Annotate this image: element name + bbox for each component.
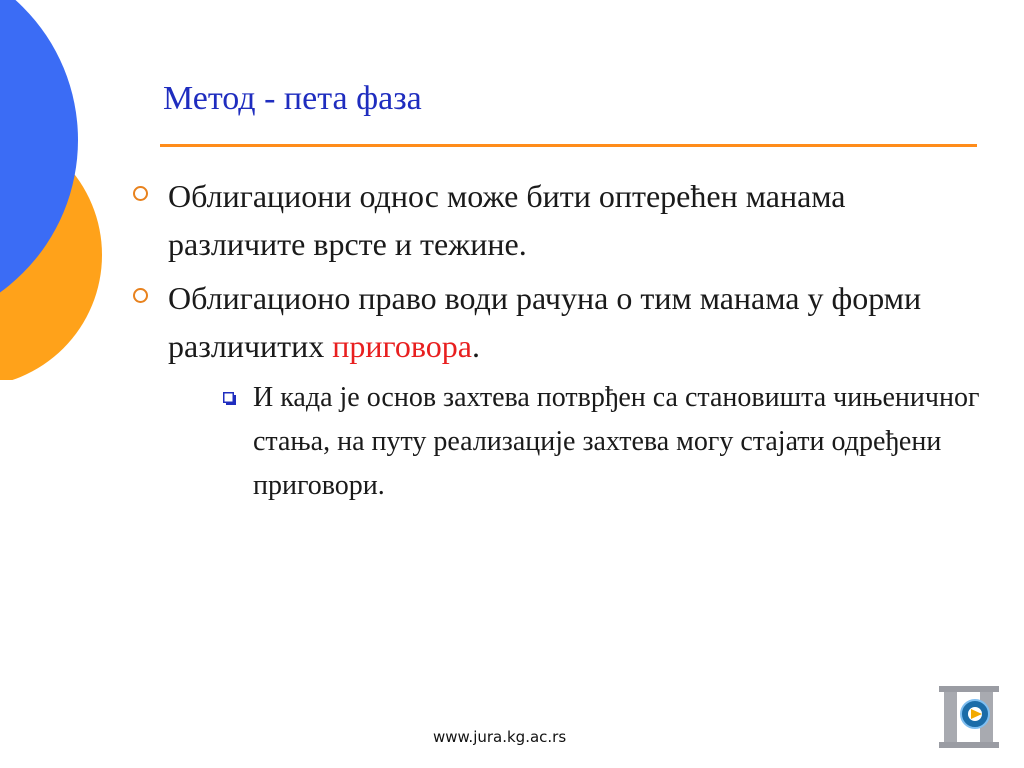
bullet-item [130,172,980,268]
logo-top-bar [939,686,999,692]
sub-bullet-item [216,376,980,508]
bullet-highlight: приговора [332,328,472,364]
footer-url: www.jura.kg.ac.rs [433,728,567,746]
bullet-item [130,274,980,508]
bullet-text: Облигационо право води рачуна о тим манама у форми различитих [168,280,922,364]
checkbox-face [224,393,234,403]
bullet-text: Облигациони однос може бити оптерећен манама различите врсте и тежине. [168,178,846,262]
title-underline [160,144,977,147]
slide-body [130,172,980,514]
corner-decoration [0,0,110,380]
logo-left-pillar [944,689,957,745]
hollow-circle-icon [133,288,148,303]
checkbox-square-icon [223,392,236,405]
faculty-logo-icon [938,684,1002,750]
slide-title: Метод - пета фаза [163,80,422,117]
hollow-circle-icon [133,186,148,201]
logo-bottom-bar [939,742,999,748]
bullet-text-end: . [471,328,480,364]
sub-bullet-text: И када је основ захтева потврђен са становишта чињеничног стања, на путу реализације захтева могу стајати одређени приговори. [253,382,980,501]
